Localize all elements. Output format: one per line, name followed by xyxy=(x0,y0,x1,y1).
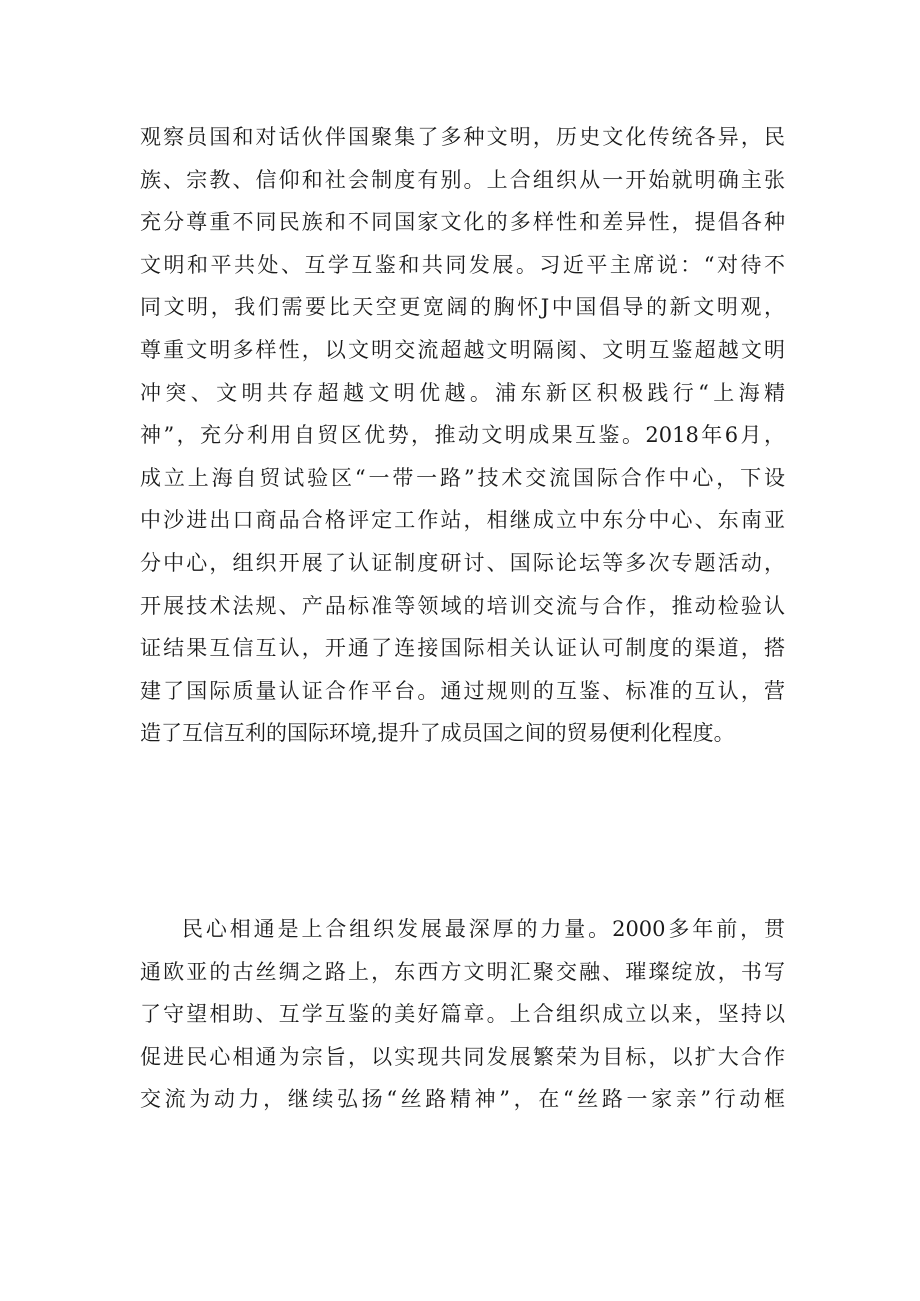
paragraph-1-line: 成立上海自贸试验区“一带一路”技术交流国际合作中心，下设 xyxy=(140,465,785,490)
paragraph-1-line: 建了国际质量认证合作平台。通过规则的互鉴、标准的互认，营 xyxy=(140,678,785,703)
paragraph-1-line: 造了互信互利的国际环境,提升了成员国之间的贸易便利化程度。 xyxy=(140,721,735,746)
paragraph-1-line: 证结果互信互认，开通了连接国际相关认证认可制度的渠道，搭 xyxy=(140,636,785,661)
paragraph-1-line: 神”，充分利用自贸区优势，推动文明成果互鉴。2018年6月， xyxy=(140,423,785,448)
paragraph-1-line: 观察员国和对话伙伴国聚集了多种文明，历史文化传统各异，民 xyxy=(140,125,785,149)
paragraph-1-line: 族、宗教、信仰和社会制度有别。上合组织从一开始就明确主张 xyxy=(140,167,785,192)
paragraph-1-line: 冲突、文明共存超越文明优越。浦东新区积极践行“上海精 xyxy=(140,380,785,405)
paragraph-1-line: 分中心，组织开展了认证制度研讨、国际论坛等多次专题活动， xyxy=(140,550,785,575)
paragraph-2-line: 通欧亚的古丝绸之路上，东西方文明汇聚交融、璀璨绽放，书写 xyxy=(140,959,785,984)
paragraph-2-line: 民心相通是上合组织发展最深厚的力量。2000多年前，贯 xyxy=(182,917,785,941)
paragraph-1-line: 中沙进出口商品合格评定工作站，相继成立中东分中心、东南亚 xyxy=(140,508,785,533)
paragraph-1-line: 文明和平共处、互学互鉴和共同发展。习近平主席说：“对待不 xyxy=(140,252,785,277)
paragraph-2-line: 促进民心相通为宗旨，以实现共同发展繁荣为目标，以扩大合作 xyxy=(140,1044,785,1069)
paragraph-1-line: 同文明，我们需要比天空更宽阔的胸怀J中国倡导的新文明观， xyxy=(140,295,785,320)
paragraph-1 xyxy=(140,116,785,755)
paragraph-1-line: 尊重文明多样性，以文明交流超越文明隔阂、文明互鉴超越文明 xyxy=(140,337,785,362)
paragraph-2-line: 了守望相助、互学互鉴的美好篇章。上合组织成立以来，坚持以 xyxy=(140,1002,785,1027)
paragraph-2-line: 交流为动力，继续弘扬“丝路精神”，在“丝路一家亲”行动框 xyxy=(140,1087,785,1112)
paragraph-2 xyxy=(140,908,785,1121)
paragraph-1-line: 开展技术法规、产品标准等领域的培训交流与合作，推动检验认 xyxy=(140,593,785,618)
paragraph-1-line: 充分尊重不同民族和不同国家文化的多样性和差异性，提倡各种 xyxy=(140,210,785,235)
